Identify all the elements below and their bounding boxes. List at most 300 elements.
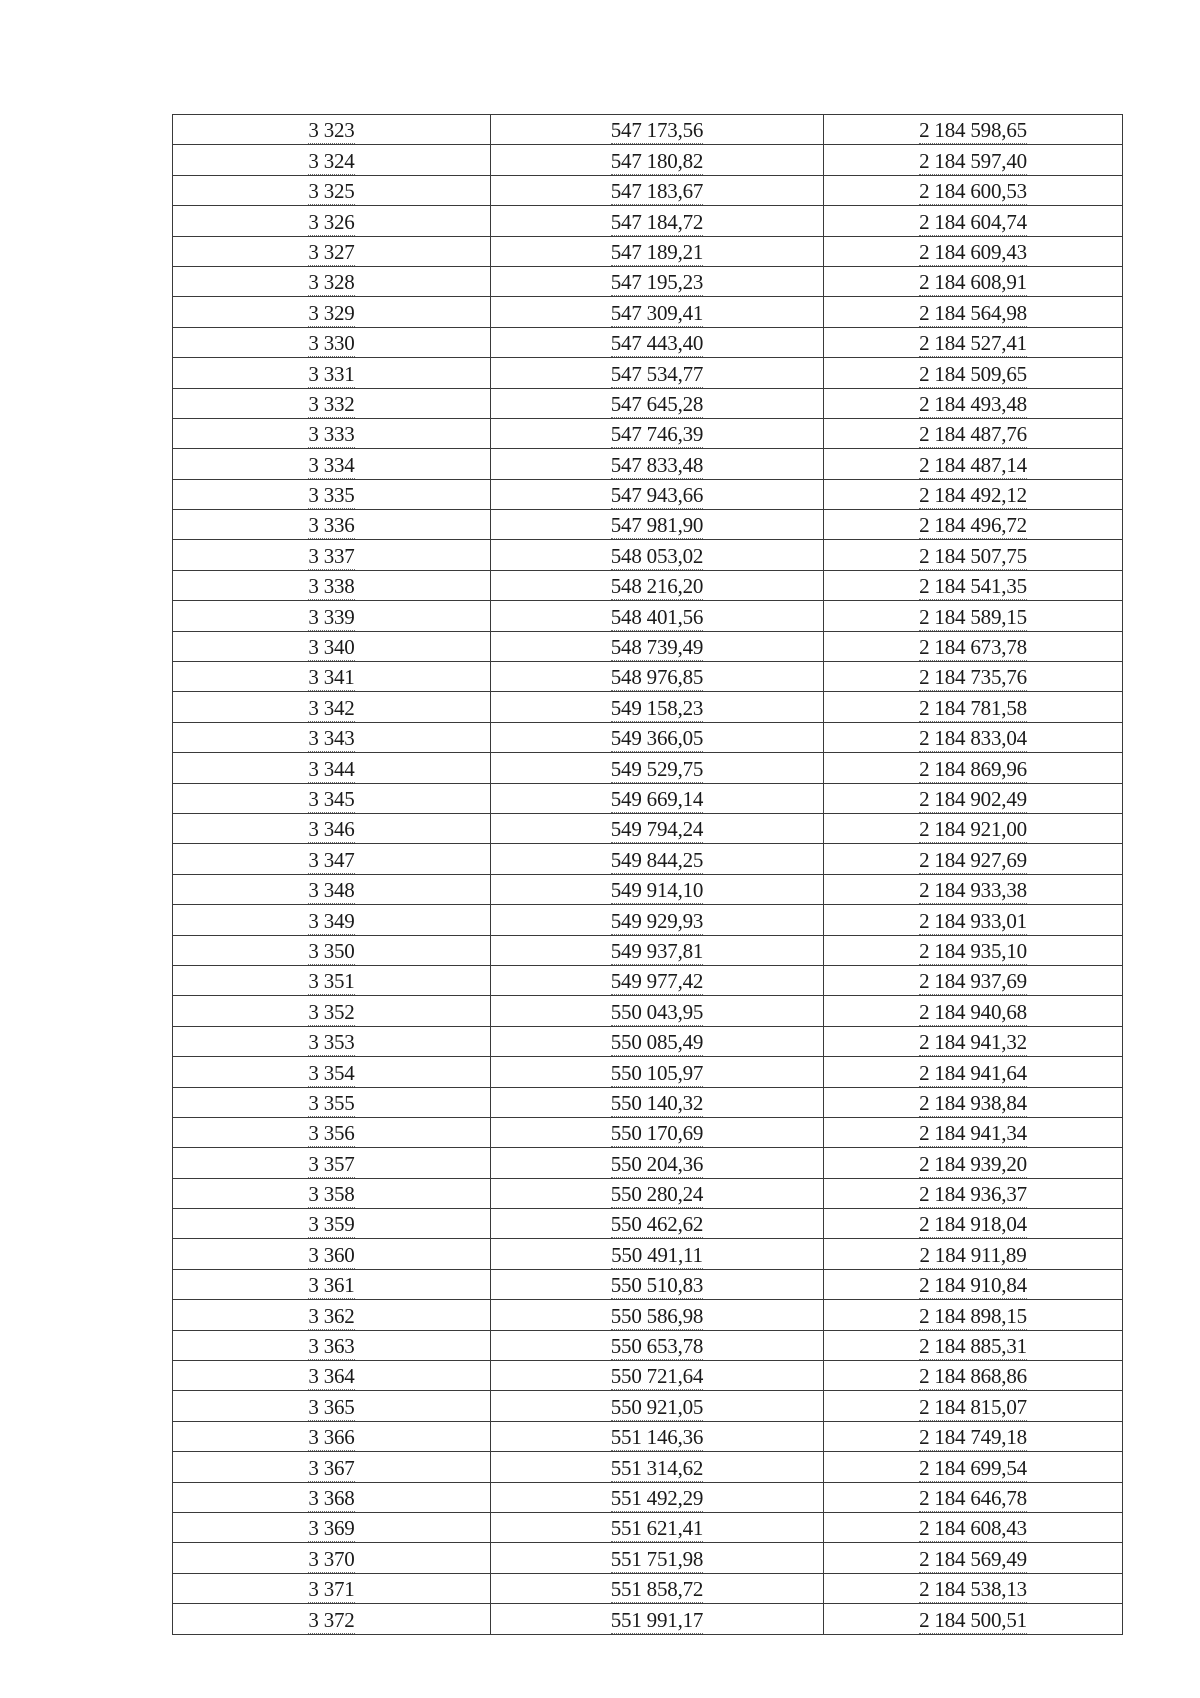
x-coordinate-cell: [491, 145, 824, 175]
x-coordinate-cell: [491, 965, 824, 995]
y-coordinate-cell: [824, 631, 1123, 661]
x-coordinate-cell: [491, 449, 824, 479]
cell-text: 2 184 927,69: [919, 847, 1027, 872]
cell-text: 2 184 941,34: [919, 1121, 1027, 1146]
cell-text: 549 366,05: [610, 726, 704, 751]
cell-text: 3 340: [308, 635, 355, 660]
x-coordinate-cell: [491, 1452, 824, 1482]
cell-text: 547 534,77: [610, 361, 704, 386]
cell-text: 551 146,36: [610, 1425, 704, 1450]
table-row: [173, 601, 1123, 631]
cell-text: 548 053,02: [610, 543, 704, 568]
y-coordinate-cell: [824, 1391, 1123, 1421]
y-coordinate-cell: [824, 388, 1123, 418]
point-number-cell: [173, 540, 491, 570]
cell-text: 550 921,05: [610, 1394, 704, 1419]
cell-text: 550 140,32: [610, 1090, 704, 1115]
point-number-cell: [173, 449, 491, 479]
table-row: [173, 1330, 1123, 1360]
y-coordinate-cell: [824, 1421, 1123, 1451]
cell-text: 2 184 935,10: [919, 938, 1027, 963]
cell-text: 547 943,66: [610, 483, 704, 508]
x-coordinate-cell: [491, 1573, 824, 1603]
y-coordinate-cell: [824, 1300, 1123, 1330]
cell-text: 550 653,78: [610, 1334, 704, 1359]
cell-text: 2 184 937,69: [919, 969, 1027, 994]
table-row: [173, 1573, 1123, 1603]
x-coordinate-cell: [491, 1512, 824, 1542]
cell-text: 2 184 509,65: [919, 361, 1027, 386]
cell-text: 3 369: [308, 1516, 355, 1541]
cell-text: 550 721,64: [610, 1364, 704, 1389]
cell-text: 3 337: [308, 543, 355, 568]
cell-text: 3 350: [308, 938, 355, 963]
cell-text: 2 184 910,84: [919, 1273, 1027, 1298]
point-number-cell: [173, 692, 491, 722]
x-coordinate-cell: [491, 601, 824, 631]
y-coordinate-cell: [824, 601, 1123, 631]
cell-text: 3 355: [308, 1090, 355, 1115]
cell-text: 550 085,49: [610, 1030, 704, 1055]
table-row: [173, 783, 1123, 813]
table-row: [173, 1421, 1123, 1451]
y-coordinate-cell: [824, 1057, 1123, 1087]
table-row: [173, 1361, 1123, 1391]
y-coordinate-cell: [824, 1087, 1123, 1117]
point-number-cell: [173, 1269, 491, 1299]
y-coordinate-cell: [824, 540, 1123, 570]
y-coordinate-cell: [824, 1543, 1123, 1573]
cell-text: 550 043,95: [610, 999, 704, 1024]
cell-text: 3 323: [308, 118, 355, 143]
x-coordinate-cell: [491, 1391, 824, 1421]
cell-text: 2 184 936,37: [919, 1182, 1027, 1207]
cell-text: 3 349: [308, 908, 355, 933]
x-coordinate-cell: [491, 631, 824, 661]
table-row: [173, 145, 1123, 175]
cell-text: 3 365: [308, 1394, 355, 1419]
cell-text: 2 184 487,76: [919, 422, 1027, 447]
point-number-cell: [173, 1512, 491, 1542]
cell-text: 3 368: [308, 1485, 355, 1510]
y-coordinate-cell: [824, 1026, 1123, 1056]
x-coordinate-cell: [491, 175, 824, 205]
cell-text: 548 976,85: [610, 665, 704, 690]
x-coordinate-cell: [491, 115, 824, 145]
table-row: [173, 1391, 1123, 1421]
point-number-cell: [173, 206, 491, 236]
table-row: [173, 935, 1123, 965]
cell-text: 2 184 815,07: [919, 1394, 1027, 1419]
y-coordinate-cell: [824, 115, 1123, 145]
cell-text: 549 669,14: [610, 786, 704, 811]
point-number-cell: [173, 1482, 491, 1512]
cell-text: 2 184 869,96: [919, 756, 1027, 781]
cell-text: 547 184,72: [610, 209, 704, 234]
point-number-cell: [173, 844, 491, 874]
cell-text: 3 364: [308, 1364, 355, 1389]
point-number-cell: [173, 753, 491, 783]
y-coordinate-cell: [824, 479, 1123, 509]
cell-text: 3 329: [308, 300, 355, 325]
point-number-cell: [173, 1421, 491, 1451]
cell-text: 551 621,41: [610, 1516, 704, 1541]
cell-text: 2 184 941,32: [919, 1030, 1027, 1055]
table-row: [173, 1543, 1123, 1573]
x-coordinate-cell: [491, 358, 824, 388]
point-number-cell: [173, 601, 491, 631]
cell-text: 2 184 699,54: [919, 1455, 1027, 1480]
cell-text: 2 184 735,76: [919, 665, 1027, 690]
cell-text: 550 170,69: [610, 1121, 704, 1146]
point-number-cell: [173, 1148, 491, 1178]
table-row: [173, 1148, 1123, 1178]
point-number-cell: [173, 1452, 491, 1482]
point-number-cell: [173, 965, 491, 995]
x-coordinate-cell: [491, 1482, 824, 1512]
cell-text: 3 344: [308, 756, 355, 781]
x-coordinate-cell: [491, 1057, 824, 1087]
point-number-cell: [173, 905, 491, 935]
x-coordinate-cell: [491, 813, 824, 843]
cell-text: 547 833,48: [610, 452, 704, 477]
y-coordinate-cell: [824, 1604, 1123, 1634]
cell-text: 547 173,56: [610, 118, 704, 143]
cell-text: 2 184 589,15: [919, 604, 1027, 629]
cell-text: 3 325: [308, 179, 355, 204]
point-number-cell: [173, 722, 491, 752]
point-number-cell: [173, 874, 491, 904]
cell-text: 2 184 673,78: [919, 635, 1027, 660]
y-coordinate-cell: [824, 1148, 1123, 1178]
table-row: [173, 115, 1123, 145]
point-number-cell: [173, 662, 491, 692]
cell-text: 2 184 833,04: [919, 726, 1027, 751]
cell-text: 550 105,97: [610, 1060, 704, 1085]
point-number-cell: [173, 1026, 491, 1056]
x-coordinate-cell: [491, 570, 824, 600]
y-coordinate-cell: [824, 813, 1123, 843]
cell-text: 549 937,81: [610, 938, 704, 963]
point-number-cell: [173, 175, 491, 205]
x-coordinate-cell: [491, 1330, 824, 1360]
x-coordinate-cell: [491, 1604, 824, 1634]
cell-text: 549 794,24: [610, 817, 704, 842]
x-coordinate-cell: [491, 327, 824, 357]
y-coordinate-cell: [824, 1178, 1123, 1208]
cell-text: 547 443,40: [610, 331, 704, 356]
cell-text: 3 330: [308, 331, 355, 356]
cell-text: 2 184 598,65: [919, 118, 1027, 143]
point-number-cell: [173, 1057, 491, 1087]
cell-text: 2 184 507,75: [919, 543, 1027, 568]
cell-text: 3 327: [308, 239, 355, 264]
point-number-cell: [173, 1391, 491, 1421]
cell-text: 550 491,11: [611, 1242, 703, 1267]
cell-text: 3 347: [308, 847, 355, 872]
table-row: [173, 753, 1123, 783]
table-row: [173, 905, 1123, 935]
y-coordinate-cell: [824, 236, 1123, 266]
cell-text: 2 184 939,20: [919, 1151, 1027, 1176]
point-number-cell: [173, 1604, 491, 1634]
point-number-cell: [173, 479, 491, 509]
cell-text: 550 204,36: [610, 1151, 704, 1176]
table-row: [173, 358, 1123, 388]
cell-text: 2 184 933,01: [919, 908, 1027, 933]
table-row: [173, 1452, 1123, 1482]
point-number-cell: [173, 1239, 491, 1269]
x-coordinate-cell: [491, 1148, 824, 1178]
cell-text: 547 183,67: [610, 179, 704, 204]
point-number-cell: [173, 388, 491, 418]
cell-text: 2 184 940,68: [919, 999, 1027, 1024]
coordinates-table: [172, 114, 1123, 1635]
table-row: [173, 1087, 1123, 1117]
cell-text: 3 357: [308, 1151, 355, 1176]
point-number-cell: [173, 418, 491, 448]
cell-text: 2 184 492,12: [919, 483, 1027, 508]
cell-text: 547 180,82: [610, 148, 704, 173]
coordinates-table-body: [173, 115, 1123, 1635]
cell-text: 3 345: [308, 786, 355, 811]
table-row: [173, 722, 1123, 752]
point-number-cell: [173, 266, 491, 296]
cell-text: 2 184 898,15: [919, 1303, 1027, 1328]
table-row: [173, 1239, 1123, 1269]
y-coordinate-cell: [824, 662, 1123, 692]
y-coordinate-cell: [824, 1482, 1123, 1512]
table-row: [173, 1117, 1123, 1147]
cell-text: 2 184 938,84: [919, 1090, 1027, 1115]
table-row: [173, 662, 1123, 692]
x-coordinate-cell: [491, 692, 824, 722]
x-coordinate-cell: [491, 1209, 824, 1239]
cell-text: 3 343: [308, 726, 355, 751]
y-coordinate-cell: [824, 1209, 1123, 1239]
x-coordinate-cell: [491, 1543, 824, 1573]
cell-text: 2 184 569,49: [919, 1546, 1027, 1571]
point-number-cell: [173, 510, 491, 540]
y-coordinate-cell: [824, 1361, 1123, 1391]
point-number-cell: [173, 996, 491, 1026]
y-coordinate-cell: [824, 1452, 1123, 1482]
table-row: [173, 449, 1123, 479]
y-coordinate-cell: [824, 996, 1123, 1026]
cell-text: 2 184 885,31: [919, 1334, 1027, 1359]
point-number-cell: [173, 813, 491, 843]
point-number-cell: [173, 1573, 491, 1603]
cell-text: 2 184 933,38: [919, 878, 1027, 903]
cell-text: 2 184 781,58: [919, 695, 1027, 720]
cell-text: 3 332: [308, 391, 355, 416]
cell-text: 3 362: [308, 1303, 355, 1328]
cell-text: 3 346: [308, 817, 355, 842]
y-coordinate-cell: [824, 570, 1123, 600]
cell-text: 3 351: [308, 969, 355, 994]
x-coordinate-cell: [491, 1117, 824, 1147]
cell-text: 2 184 921,00: [919, 817, 1027, 842]
table-row: [173, 692, 1123, 722]
table-row: [173, 1057, 1123, 1087]
table-row: [173, 874, 1123, 904]
table-row: [173, 1482, 1123, 1512]
y-coordinate-cell: [824, 692, 1123, 722]
y-coordinate-cell: [824, 266, 1123, 296]
x-coordinate-cell: [491, 783, 824, 813]
table-row: [173, 510, 1123, 540]
y-coordinate-cell: [824, 965, 1123, 995]
point-number-cell: [173, 783, 491, 813]
y-coordinate-cell: [824, 206, 1123, 236]
table-row: [173, 236, 1123, 266]
x-coordinate-cell: [491, 1239, 824, 1269]
cell-text: 2 184 918,04: [919, 1212, 1027, 1237]
x-coordinate-cell: [491, 753, 824, 783]
x-coordinate-cell: [491, 935, 824, 965]
cell-text: 2 184 604,74: [919, 209, 1027, 234]
table-row: [173, 479, 1123, 509]
point-number-cell: [173, 145, 491, 175]
table-row: [173, 813, 1123, 843]
table-row: [173, 996, 1123, 1026]
cell-text: 3 339: [308, 604, 355, 629]
cell-text: 551 314,62: [610, 1455, 704, 1480]
x-coordinate-cell: [491, 388, 824, 418]
cell-text: 3 371: [308, 1577, 355, 1602]
table-row: [173, 1604, 1123, 1634]
cell-text: 549 158,23: [610, 695, 704, 720]
x-coordinate-cell: [491, 1026, 824, 1056]
cell-text: 3 342: [308, 695, 355, 720]
point-number-cell: [173, 935, 491, 965]
y-coordinate-cell: [824, 1330, 1123, 1360]
x-coordinate-cell: [491, 844, 824, 874]
point-number-cell: [173, 1300, 491, 1330]
y-coordinate-cell: [824, 844, 1123, 874]
y-coordinate-cell: [824, 327, 1123, 357]
point-number-cell: [173, 297, 491, 327]
point-number-cell: [173, 1117, 491, 1147]
cell-text: 2 184 608,43: [919, 1516, 1027, 1541]
y-coordinate-cell: [824, 510, 1123, 540]
cell-text: 3 348: [308, 878, 355, 903]
cell-text: 550 510,83: [610, 1273, 704, 1298]
point-number-cell: [173, 358, 491, 388]
y-coordinate-cell: [824, 1269, 1123, 1299]
cell-text: 2 184 487,14: [919, 452, 1027, 477]
x-coordinate-cell: [491, 874, 824, 904]
table-row: [173, 844, 1123, 874]
cell-text: 3 366: [308, 1425, 355, 1450]
cell-text: 548 401,56: [610, 604, 704, 629]
y-coordinate-cell: [824, 753, 1123, 783]
point-number-cell: [173, 1543, 491, 1573]
cell-text: 2 184 911,89: [919, 1242, 1027, 1267]
cell-text: 2 184 493,48: [919, 391, 1027, 416]
cell-text: 3 353: [308, 1030, 355, 1055]
cell-text: 3 363: [308, 1334, 355, 1359]
cell-text: 548 739,49: [610, 635, 704, 660]
table-row: [173, 266, 1123, 296]
cell-text: 3 328: [308, 270, 355, 295]
x-coordinate-cell: [491, 206, 824, 236]
x-coordinate-cell: [491, 1361, 824, 1391]
point-number-cell: [173, 115, 491, 145]
cell-text: 3 341: [308, 665, 355, 690]
cell-text: 551 858,72: [610, 1577, 704, 1602]
y-coordinate-cell: [824, 905, 1123, 935]
y-coordinate-cell: [824, 358, 1123, 388]
x-coordinate-cell: [491, 722, 824, 752]
cell-text: 3 335: [308, 483, 355, 508]
cell-text: 3 367: [308, 1455, 355, 1480]
cell-text: 2 184 608,91: [919, 270, 1027, 295]
cell-text: 2 184 564,98: [919, 300, 1027, 325]
y-coordinate-cell: [824, 783, 1123, 813]
cell-text: 3 331: [308, 361, 355, 386]
cell-text: 3 326: [308, 209, 355, 234]
x-coordinate-cell: [491, 905, 824, 935]
x-coordinate-cell: [491, 996, 824, 1026]
cell-text: 3 358: [308, 1182, 355, 1207]
y-coordinate-cell: [824, 874, 1123, 904]
cell-text: 549 914,10: [610, 878, 704, 903]
cell-text: 2 184 868,86: [919, 1364, 1027, 1389]
cell-text: 2 184 500,51: [919, 1607, 1027, 1632]
y-coordinate-cell: [824, 1512, 1123, 1542]
cell-text: 2 184 600,53: [919, 179, 1027, 204]
cell-text: 2 184 538,13: [919, 1577, 1027, 1602]
x-coordinate-cell: [491, 1421, 824, 1451]
table-row: [173, 570, 1123, 600]
y-coordinate-cell: [824, 1573, 1123, 1603]
cell-text: 550 586,98: [610, 1303, 704, 1328]
x-coordinate-cell: [491, 1300, 824, 1330]
cell-text: 551 751,98: [610, 1546, 704, 1571]
cell-text: 3 334: [308, 452, 355, 477]
y-coordinate-cell: [824, 1117, 1123, 1147]
x-coordinate-cell: [491, 1269, 824, 1299]
cell-text: 2 184 941,64: [919, 1060, 1027, 1085]
cell-text: 2 184 646,78: [919, 1485, 1027, 1510]
table-row: [173, 1300, 1123, 1330]
point-number-cell: [173, 236, 491, 266]
cell-text: 549 977,42: [610, 969, 704, 994]
cell-text: 2 184 541,35: [919, 574, 1027, 599]
x-coordinate-cell: [491, 418, 824, 448]
point-number-cell: [173, 1361, 491, 1391]
cell-text: 3 333: [308, 422, 355, 447]
y-coordinate-cell: [824, 449, 1123, 479]
table-row: [173, 388, 1123, 418]
cell-text: 3 324: [308, 148, 355, 173]
cell-text: 3 352: [308, 999, 355, 1024]
cell-text: 2 184 609,43: [919, 239, 1027, 264]
cell-text: 547 195,23: [610, 270, 704, 295]
cell-text: 550 462,62: [610, 1212, 704, 1237]
y-coordinate-cell: [824, 722, 1123, 752]
table-row: [173, 1026, 1123, 1056]
table-row: [173, 175, 1123, 205]
cell-text: 3 372: [308, 1607, 355, 1632]
table-row: [173, 1512, 1123, 1542]
x-coordinate-cell: [491, 1178, 824, 1208]
cell-text: 550 280,24: [610, 1182, 704, 1207]
cell-text: 547 309,41: [610, 300, 704, 325]
table-row: [173, 1178, 1123, 1208]
cell-text: 3 370: [308, 1546, 355, 1571]
